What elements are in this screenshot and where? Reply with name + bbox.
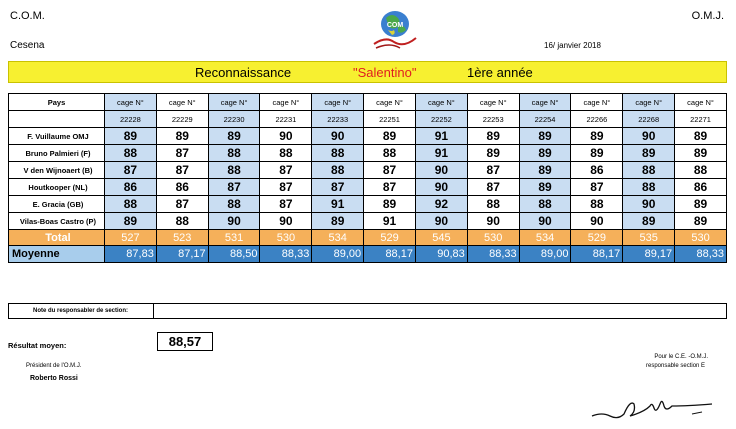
judge-name: E. Gracia (GB) xyxy=(9,196,105,213)
score-cell: 89 xyxy=(208,128,260,145)
score-cell: 87 xyxy=(467,179,519,196)
score-cell: 87 xyxy=(364,179,416,196)
score-cell: 91 xyxy=(364,213,416,230)
score-cell: 87 xyxy=(208,179,260,196)
cage-code: 22253 xyxy=(467,111,519,128)
result-value: 88,57 xyxy=(157,332,213,351)
average-cell: 89,00 xyxy=(312,246,364,263)
score-cell: 88 xyxy=(105,196,157,213)
average-cell: 87,17 xyxy=(156,246,208,263)
score-cell: 87 xyxy=(156,162,208,179)
score-cell: 87 xyxy=(105,162,157,179)
score-cell: 87 xyxy=(260,162,312,179)
score-cell: 89 xyxy=(105,128,157,145)
average-label: Moyenne xyxy=(9,246,105,263)
score-cell: 88 xyxy=(519,196,571,213)
score-cell: 90 xyxy=(208,213,260,230)
cage-code: 22271 xyxy=(675,111,727,128)
score-cell: 91 xyxy=(312,196,364,213)
note-label: Note du responsabler de section: xyxy=(8,303,154,319)
header-pays: Pays xyxy=(9,94,105,111)
score-cell: 89 xyxy=(623,213,675,230)
score-cell: 89 xyxy=(105,213,157,230)
result-label: Résultat moyen: xyxy=(8,341,67,350)
average-cell: 88,33 xyxy=(675,246,727,263)
average-cell: 88,33 xyxy=(260,246,312,263)
cage-header: cage N° xyxy=(364,94,416,111)
score-cell: 87 xyxy=(156,196,208,213)
average-cell: 90,83 xyxy=(415,246,467,263)
president-name: Roberto Rossi xyxy=(30,375,78,382)
score-cell: 92 xyxy=(415,196,467,213)
score-cell: 88 xyxy=(208,162,260,179)
table-row xyxy=(9,179,727,196)
cage-header: cage N° xyxy=(156,94,208,111)
judge-name: Bruno Palmieri (F) xyxy=(9,145,105,162)
score-cell: 88 xyxy=(312,145,364,162)
banner-breed: "Salentino" xyxy=(353,65,417,80)
globe-logo xyxy=(366,6,424,52)
total-cell: 545 xyxy=(415,230,467,246)
total-cell: 530 xyxy=(260,230,312,246)
score-cell: 86 xyxy=(675,179,727,196)
cage-header: cage N° xyxy=(208,94,260,111)
cage-header: cage N° xyxy=(467,94,519,111)
cage-header: cage N° xyxy=(105,94,157,111)
score-cell: 87 xyxy=(364,162,416,179)
code-blank xyxy=(9,111,105,128)
table-row xyxy=(9,213,727,230)
score-cell: 86 xyxy=(571,162,623,179)
score-cell: 87 xyxy=(260,196,312,213)
average-cell: 89,17 xyxy=(623,246,675,263)
header-row xyxy=(9,94,727,111)
cage-code: 22251 xyxy=(364,111,416,128)
score-cell: 89 xyxy=(571,145,623,162)
cage-code: 22228 xyxy=(105,111,157,128)
score-cell: 88 xyxy=(675,162,727,179)
score-cell: 89 xyxy=(364,128,416,145)
table-row xyxy=(9,128,727,145)
score-cell: 90 xyxy=(623,128,675,145)
cage-header: cage N° xyxy=(519,94,571,111)
banner-year: 1ère année xyxy=(467,65,533,80)
score-cell: 87 xyxy=(156,145,208,162)
score-cell: 88 xyxy=(208,196,260,213)
average-row xyxy=(9,246,727,263)
score-cell: 88 xyxy=(156,213,208,230)
score-cell: 90 xyxy=(571,213,623,230)
score-cell: 88 xyxy=(312,162,364,179)
average-cell: 88,33 xyxy=(467,246,519,263)
score-cell: 88 xyxy=(105,145,157,162)
score-cell: 90 xyxy=(415,162,467,179)
cage-header: cage N° xyxy=(623,94,675,111)
cage-header: cage N° xyxy=(260,94,312,111)
score-cell: 89 xyxy=(675,196,727,213)
score-cell: 91 xyxy=(415,128,467,145)
average-cell: 88,17 xyxy=(571,246,623,263)
code-row xyxy=(9,111,727,128)
score-cell: 88 xyxy=(571,196,623,213)
score-cell: 89 xyxy=(156,128,208,145)
logo-text: COM xyxy=(386,22,404,29)
total-label: Total xyxy=(9,230,105,246)
total-cell: 530 xyxy=(467,230,519,246)
score-cell: 89 xyxy=(519,145,571,162)
total-cell: 529 xyxy=(364,230,416,246)
score-cell: 89 xyxy=(519,128,571,145)
results-table xyxy=(8,93,727,263)
judge-name: Vilas-Boas Castro (P) xyxy=(9,213,105,230)
score-cell: 89 xyxy=(623,145,675,162)
score-cell: 89 xyxy=(467,145,519,162)
table-row xyxy=(9,145,727,162)
title-banner xyxy=(8,61,727,83)
score-cell: 89 xyxy=(364,196,416,213)
total-cell: 529 xyxy=(571,230,623,246)
table-row xyxy=(9,162,727,179)
score-cell: 89 xyxy=(519,162,571,179)
score-cell: 89 xyxy=(467,128,519,145)
score-cell: 89 xyxy=(312,213,364,230)
average-cell: 88,17 xyxy=(364,246,416,263)
cage-code: 22252 xyxy=(415,111,467,128)
score-cell: 89 xyxy=(519,179,571,196)
score-cell: 86 xyxy=(105,179,157,196)
cage-header: cage N° xyxy=(312,94,364,111)
cage-header: cage N° xyxy=(675,94,727,111)
score-cell: 86 xyxy=(156,179,208,196)
score-cell: 87 xyxy=(571,179,623,196)
score-cell: 90 xyxy=(415,213,467,230)
score-cell: 87 xyxy=(312,179,364,196)
score-cell: 88 xyxy=(623,179,675,196)
cage-header: cage N° xyxy=(571,94,623,111)
score-cell: 90 xyxy=(467,213,519,230)
score-cell: 90 xyxy=(623,196,675,213)
cage-code: 22254 xyxy=(519,111,571,128)
cage-header: cage N° xyxy=(415,94,467,111)
cage-code: 22229 xyxy=(156,111,208,128)
score-cell: 91 xyxy=(415,145,467,162)
total-cell: 534 xyxy=(519,230,571,246)
city-label: Cesena xyxy=(10,40,45,51)
banner-title: Reconnaissance xyxy=(195,65,292,80)
president-title: Président de l'O.M.J. xyxy=(26,363,82,369)
org-right-label: O.M.J. xyxy=(691,10,724,22)
total-cell: 530 xyxy=(675,230,727,246)
judge-name: V den Wijnoaert (B) xyxy=(9,162,105,179)
score-cell: 90 xyxy=(312,128,364,145)
total-cell: 531 xyxy=(208,230,260,246)
cage-code: 22233 xyxy=(312,111,364,128)
score-cell: 87 xyxy=(467,162,519,179)
average-cell: 88,50 xyxy=(208,246,260,263)
cage-code: 22266 xyxy=(571,111,623,128)
cage-code: 22231 xyxy=(260,111,312,128)
score-cell: 89 xyxy=(675,145,727,162)
score-cell: 88 xyxy=(364,145,416,162)
score-cell: 90 xyxy=(260,213,312,230)
score-cell: 89 xyxy=(675,213,727,230)
org-left-label: C.O.M. xyxy=(10,10,45,22)
table-row xyxy=(9,196,727,213)
average-cell: 89,00 xyxy=(519,246,571,263)
responsable-label: responsable section E xyxy=(646,363,706,369)
cage-code: 22230 xyxy=(208,111,260,128)
total-row xyxy=(9,230,727,246)
total-cell: 523 xyxy=(156,230,208,246)
score-cell: 90 xyxy=(519,213,571,230)
score-cell: 88 xyxy=(208,145,260,162)
score-cell: 89 xyxy=(675,128,727,145)
signature xyxy=(590,392,720,422)
cage-code: 22268 xyxy=(623,111,675,128)
score-cell: 90 xyxy=(260,128,312,145)
score-cell: 89 xyxy=(571,128,623,145)
date-label: 16/ janvier 2018 xyxy=(544,41,601,50)
total-cell: 527 xyxy=(105,230,157,246)
judge-name: F. Vuillaume OMJ xyxy=(9,128,105,145)
total-cell: 534 xyxy=(312,230,364,246)
average-cell: 87,83 xyxy=(105,246,157,263)
score-cell: 87 xyxy=(260,179,312,196)
pour-label: Pour le C.E. -O.M.J. xyxy=(654,354,708,360)
score-cell: 88 xyxy=(623,162,675,179)
score-cell: 88 xyxy=(467,196,519,213)
score-cell: 88 xyxy=(260,145,312,162)
score-cell: 90 xyxy=(415,179,467,196)
judge-name: Houtkooper (NL) xyxy=(9,179,105,196)
total-cell: 535 xyxy=(623,230,675,246)
